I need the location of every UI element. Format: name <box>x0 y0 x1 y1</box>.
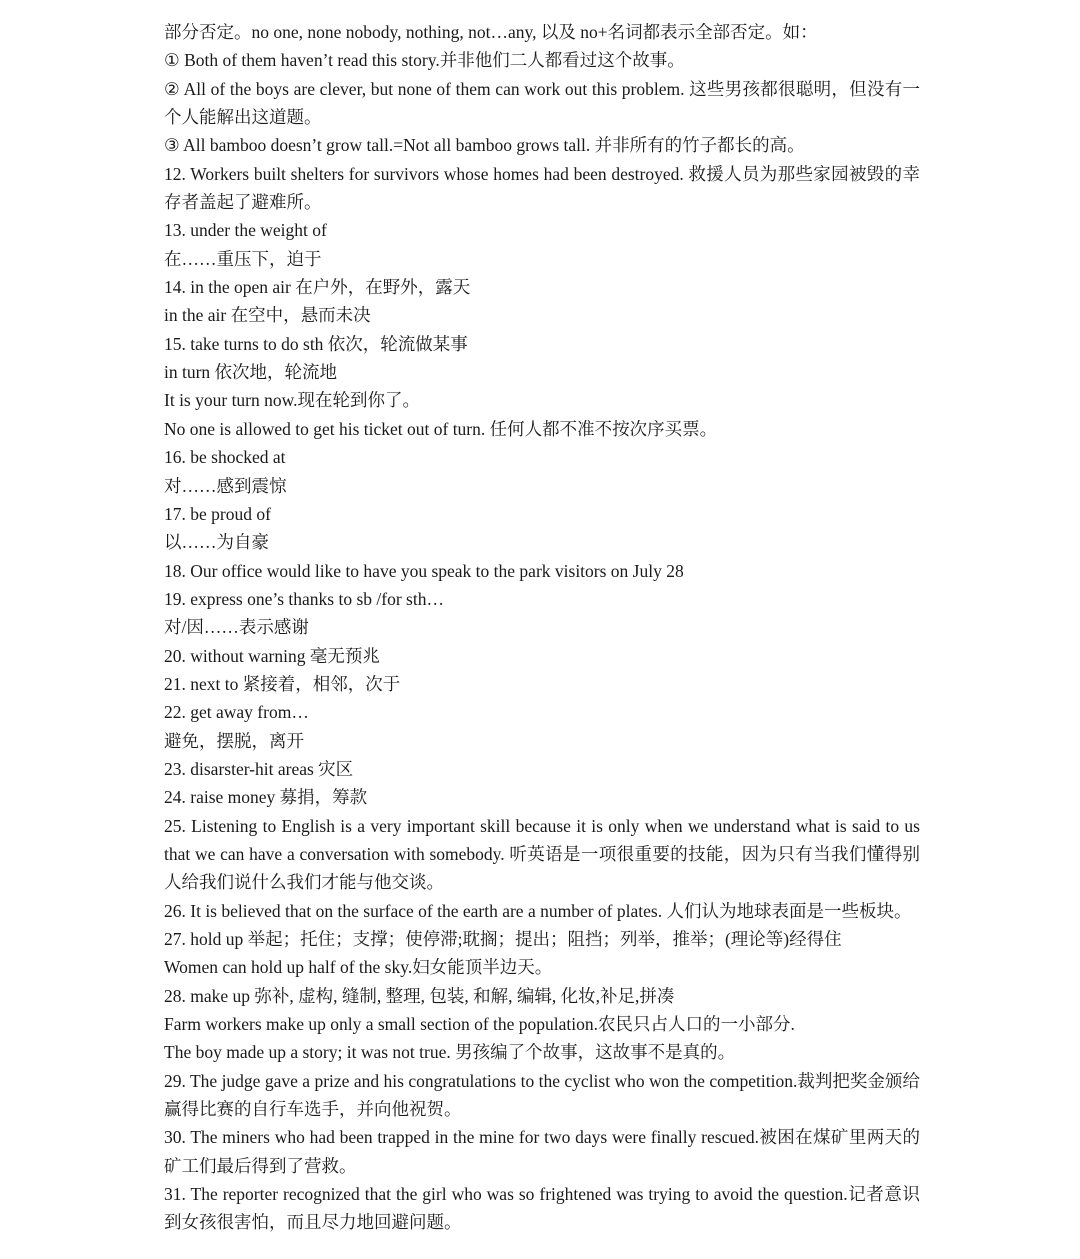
text-line: 21. next to 紧接着，相邻，次于 <box>164 673 401 694</box>
text-line: 12. Workers built shelters for survivors whose homes had been destroyed. 救援人员为那些家园被毁的幸存者盖起了避难所。 <box>164 163 920 213</box>
text-line: 20. without warning 毫无预兆 <box>164 645 380 666</box>
text-line: 30. The miners who had been trapped in the mine for two days were finally rescued.被困在煤矿里两天的矿工们最后得到了营救。 <box>164 1127 920 1176</box>
text-line: 23. disarster-hit areas 灾区 <box>164 758 354 779</box>
text-line: 28. make up 弥补, 虚构, 缝制, 整理, 包装, 和解, 编辑, 化妆,补足,拼凑 <box>164 985 675 1006</box>
text-line: 避免，摆脱，离开 <box>164 730 304 751</box>
text-line: 17. be proud of <box>164 503 271 524</box>
text-line: No one is allowed to get his ticket out of turn. 任何人都不准不按次序买票。 <box>164 418 718 439</box>
text-line: 16. be shocked at <box>164 447 286 468</box>
text-line: 以……为自豪 <box>164 532 269 553</box>
text-line: 29. The judge gave a prize and his congratulations to the cyclist who won the competition.裁判把奖金颁给赢得比赛的自行车选手，并向他祝贺。 <box>164 1070 920 1120</box>
text-line: ③ All bamboo doesn’t grow tall.=Not all bamboo grows tall. 并非所有的竹子都长的高。 <box>164 135 805 156</box>
document-page <box>164 18 920 1237</box>
text-line: 24. raise money 募捐，筹款 <box>164 787 368 808</box>
text-line: 15. take turns to do sth 依次，轮流做某事 <box>164 333 468 354</box>
text-line: It is your turn now.现在轮到你了。 <box>164 390 421 411</box>
text-line: Farm workers make up only a small section of the population.农民只占人口的一小部分. <box>164 1014 795 1035</box>
text-line: 13. under the weight of <box>164 220 327 241</box>
text-line: 14. in the open air 在户外，在野外，露天 <box>164 277 471 298</box>
text-line: 31. The reporter recognized that the girl who was so frightened was trying to avoid the question.记者意识到女孩很害怕，而且尽力地回避问题。 <box>164 1184 920 1233</box>
text-line: Women can hold up half of the sky.妇女能顶半边天。 <box>164 957 553 978</box>
text-line: 26. It is believed that on the surface of the earth are a number of plates. 人们认为地球表面是一些板块。 <box>164 900 912 921</box>
text-line: 对/因……表示感谢 <box>164 617 309 638</box>
text-line: ① Both of them haven’t read this story.并非他们二人都看过这个故事。 <box>164 50 685 71</box>
text-line: in turn 依次地，轮流地 <box>164 362 338 383</box>
text-line: 19. express one’s thanks to sb /for sth… <box>164 588 444 609</box>
text-line: 25. Listening to English is a very important skill because it is only when we understand what is said to us that we can have a conversation with somebody. 听英语是一项很重要的技能，因为只有当我们懂得别人给我们说什么我们才能与他交谈。 <box>164 815 920 893</box>
text-line: 22. get away from… <box>164 702 309 723</box>
text-line: The boy made up a story; it was not true. 男孩编了个故事，这故事不是真的。 <box>164 1042 736 1063</box>
text-line: in the air 在空中，悬而未决 <box>164 305 371 326</box>
text-line: 27. hold up 举起；托住；支撑；使停滞;耽搁；提出；阻挡；列举，推举；(理论等)经得住 <box>164 929 842 949</box>
text-line: 18. Our office would like to have you speak to the park visitors on July 28 <box>164 560 684 581</box>
text-line: 在……重压下，迫于 <box>164 248 322 269</box>
text-line: 部分否定。no one, none nobody, nothing, not…any, 以及 no+名词都表示全部否定。如： <box>164 22 818 42</box>
text-line: ② All of the boys are clever, but none of them can work out this problem. 这些男孩都很聪明，但没有一个人能解出这道题。 <box>164 78 920 128</box>
text-line: 对……感到震惊 <box>164 475 287 496</box>
